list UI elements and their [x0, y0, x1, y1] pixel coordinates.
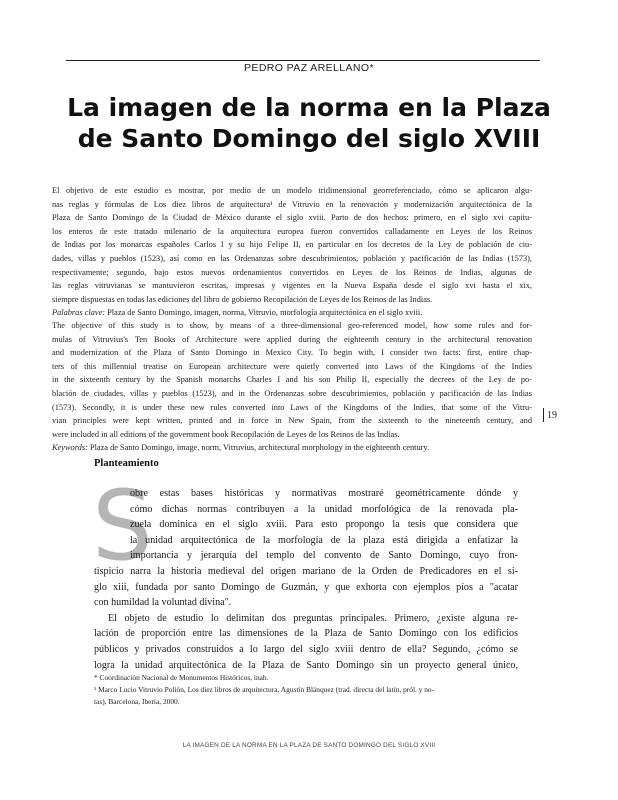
abstract-en-line: The objective of this study is to show, by means of a three-dimensional geo-referenced model, how some rules and for-	[52, 321, 532, 330]
body-line: obre estas bases históricas y normativas mostraré geométricamente dónde y	[130, 488, 518, 499]
abstract-spanish	[52, 184, 532, 320]
abstract-english	[52, 319, 532, 455]
abstract-es-line: de Indias por los monarcas españoles Carlos I y su hijo Felipe II, en particular en los decretos de la Ley de población de ciu-	[52, 240, 532, 250]
body-line: lación de proporción entre las dimensiones de la Plaza de Santo Domingo con los edificios	[94, 628, 518, 640]
title-line-2: de Santo Domingo del siglo XVIII	[77, 124, 541, 153]
footnote-1: ¹ Marco Lucio Vitruvio Polión, Los diez libros de arquitectura, Agustín Blánquez (trad. directa del latín, pról. y no-	[94, 685, 435, 694]
section-heading: Planteamiento	[94, 458, 159, 469]
abstract-en-line: were included in all editions of the government book Recopilación de Leyes de los Reinos de las Indias.	[52, 429, 400, 439]
body-line: zuela dominica en el siglo xviii. Para esto propongo la tesis que considera que	[130, 519, 518, 531]
abstract-en-line: ters of this millennial treatise on European architecture were quietly converted into Laws of the Kingdoms of the Indies	[52, 361, 532, 371]
keywords-es-label: Palabras clave:	[52, 308, 106, 318]
abstract-es-line: dades, villas y pueblos (1523), así como en las Ordenanzas sobre descubrimientos, población y pacificación de las Indias (1573),	[52, 253, 532, 263]
body-line: con humildad la voluntad divina".	[94, 597, 232, 609]
drop-cap: S	[92, 470, 153, 582]
body-line: logra la unidad arquitectónica de la Plaza de Santo Domingo sin un proyecto general único,	[94, 659, 518, 671]
body-line: cómo dichas normas contribuyen a la unidad morfológica de la renovada pla-	[130, 503, 518, 515]
author-name: PEDRO PAZ ARELLANO*	[244, 62, 374, 74]
keywords-es	[52, 306, 532, 320]
abstract-en-line: mulas of Vitruvius's Ten Books of Architecture were applied during the eighteenth century in the architectural renovation	[52, 334, 532, 344]
abstract-es-line: las reglas vitruvianas se mantuvieron escritas, impresas y vigentes en la Nueva España desde el siglo xvi hasta el xix,	[52, 281, 532, 291]
abstract-es-line: El objetivo de este estudio es mostrar, por medio de un modelo tridimensional georreferenciado, cómo se aplicaron algu-	[52, 186, 532, 195]
abstract-es-line: Plaza de Santo Domingo de la Ciudad de México durante el siglo xviii. Parto de dos hechos: primero, en el siglo xvi capitu-	[52, 213, 532, 223]
abstract-en-line: blación de ciudades, villas y pueblos (1523), and in the Ordenanzas sobre descubrimientos, población y pacificación de las Indias	[52, 388, 532, 398]
body-line: la unidad arquitectónica de la morfología de la plaza está dirigida a enfatizar la	[130, 534, 518, 546]
article-title	[40, 92, 578, 154]
abstract-en-line: (1573). Secondly, it is under these new rules converted into Laws of the Kingdoms of the Indies, that some of the Vitru-	[52, 402, 532, 412]
page-number: 19	[547, 410, 557, 421]
abstract-en-line: and modernization of the Plaza of Santo Domingo in Mexico City. To begin with, I consider two facts: first, entire chap-	[52, 348, 532, 358]
body-line: públicos y privados construidos a lo largo del siglo xviii dentro de ella? Segundo, ¿cómo se	[94, 643, 518, 655]
abstract-es-line: siempre dispuestas en todas las ediciones del libro de gobierno Recopilación de Leyes de los Reinos de las Indias.	[52, 294, 433, 304]
body-line: El objeto de estudio lo delimitan dos preguntas principales. Primero, ¿existe alguna re-	[108, 612, 518, 624]
body-text	[94, 486, 518, 673]
title-line-1: La imagen de la norma en la Plaza	[67, 93, 551, 122]
abstract-es-line: nas reglas y fórmulas de Los diez libros de arquitectura¹ de Vitruvio en la renovación y modernización arquitectónica de la	[52, 199, 532, 209]
keywords-en-label: Keywords:	[52, 443, 88, 453]
abstract-en-line: in the sixteenth century by the Spanish monarchs Charles I and his son Philip II, especially the decrees of the Ley de po-	[52, 375, 532, 385]
footnote-author: * Coordinación Nacional de Monumentos Históricos, inah.	[94, 673, 269, 682]
keywords-en	[52, 441, 532, 455]
footnote-1-cont: tas), Barcelona, Iberia, 2000.	[94, 697, 180, 706]
body-line: importancia y jerarquía del templo del convento de Santo Domingo, cuyo fron-	[130, 550, 518, 562]
abstract-es-line: los enteros de este tratado milenario de la arquitectura europea fueron convertidos calladamente en Leyes de los Reinos	[52, 226, 532, 236]
folio-divider	[543, 408, 544, 422]
abstract-en-line: vian principles were kept written, printed and in force in New Spain, from the sixteenth to the nineteenth century, and	[52, 416, 532, 426]
body-line: tispicio narra la historia medieval del origen mariano de la Orden de Predicadores en el si-	[94, 565, 518, 577]
keywords-es-text: Plaza de Santo Domingo, imagen, norma, Vitruvio, morfología arquitectónica en el siglo xviii.	[107, 308, 423, 318]
keywords-en-text: Plaza de Santo Domingo, image, norm, Vitruvius, architectural morphology in the eighteenth century.	[89, 443, 430, 453]
body-line: glo xiii, fundada por santo Domingo de Guzmán, y que exhorta con ejemplos píos a "acatar	[94, 581, 518, 593]
running-footer: LA IMAGEN DE LA NORMA EN LA PLAZA DE SANTO DOMINGO DEL SIGLO XVIII	[182, 742, 436, 749]
abstract-es-line: respectivamente; segundo, bajo estos nuevos ordenamientos convertidos en Leyes de los Reinos de Indias, algunas de	[52, 267, 532, 277]
footnotes	[94, 672, 518, 708]
header-rule	[66, 60, 540, 61]
